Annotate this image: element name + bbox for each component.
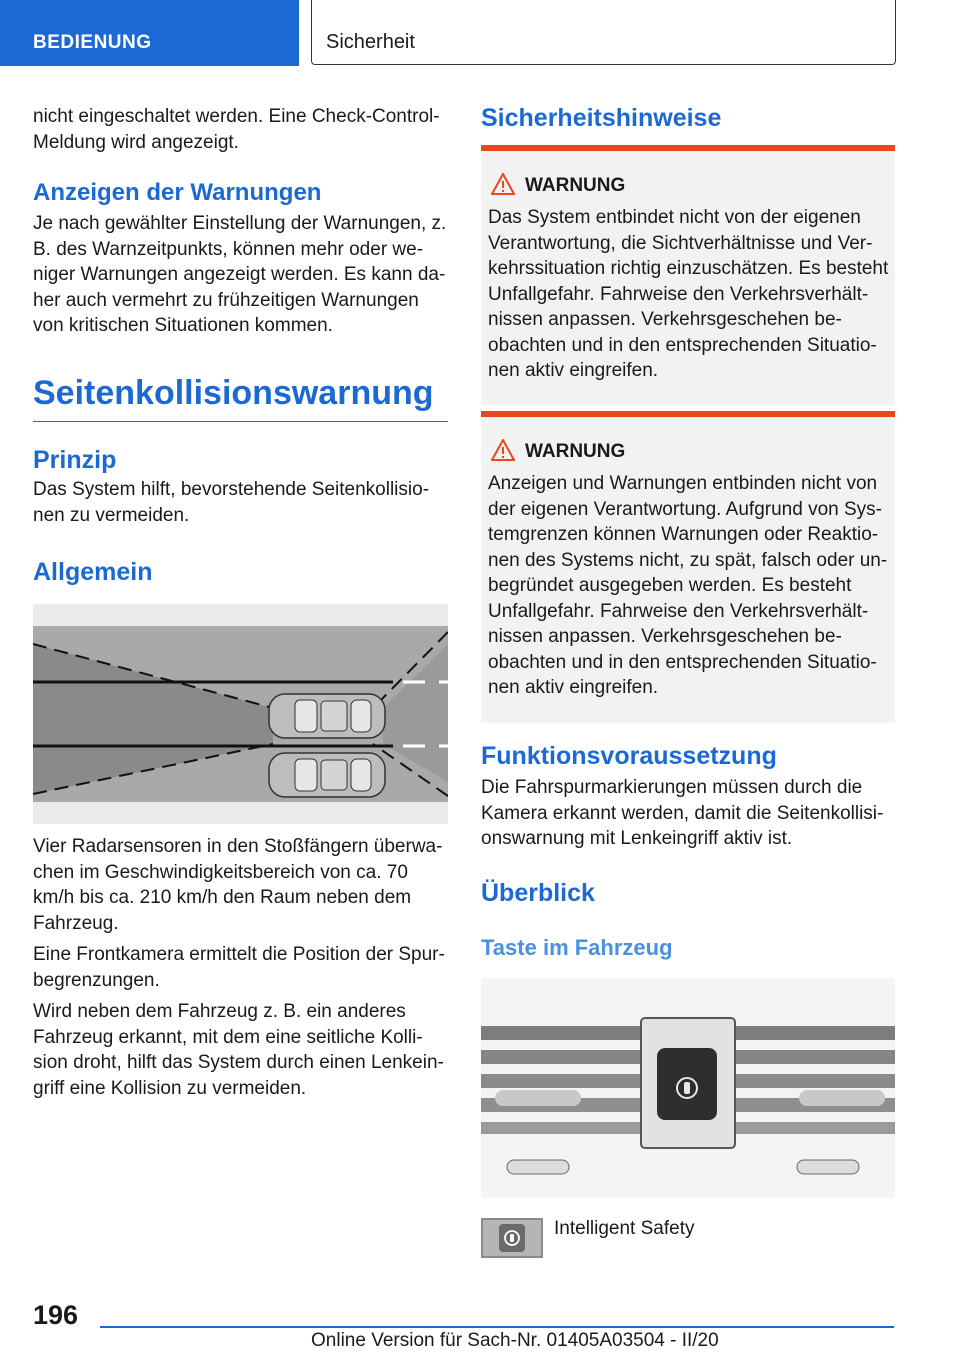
funktion-text: Die Fahrspurmarkierungen müssen durch die Kamera erkannt werden, damit die Seitenkollisi-onswarnung mit Lenkeingriff aktiv ist. <box>481 777 884 849</box>
prinzip-section <box>33 446 449 528</box>
left-column <box>33 104 449 155</box>
vehicle-button-photo <box>481 978 895 1198</box>
fahrzeug-text: Wird neben dem Fahrzeug z. B. ein anderes Fahrzeug erkannt, mit dem eine seitliche Kolli-sion droht, hilft das System durch einen Lenkein-griff eine Kollision zu vermeiden. <box>33 1001 444 1099</box>
warning-title: WARNUNG <box>525 175 626 196</box>
warning-text: Anzeigen und Warnungen entbinden nicht von der eigenen Verantwortung. Aufgrund von Sys-temgrenzen können Warnungen oder Reaktio-nen des Systems nicht, zu spät, falsch oder un-begründet ausgegeben werden. Es besteht Unfallgefahr. Fahrweise den Verkehrsverhält-nissen anpassen. Verkehrsgeschehen be-obachten und in den entsprechenden Situatio-nen aktiv eingreifen. <box>488 473 888 698</box>
button-label-block <box>554 1216 694 1242</box>
page-number: 196 <box>33 1300 79 1330</box>
chapter-label: Sicherheit <box>326 31 415 53</box>
heading-allgemein: Allgemein <box>33 558 153 586</box>
button-label: Intelligent Safety <box>554 1218 695 1239</box>
title-rule <box>33 421 448 422</box>
warnings-section <box>33 179 449 339</box>
allgemein-section <box>33 558 449 587</box>
heading-anzeigen: Anzeigen der Warnungen <box>33 179 322 206</box>
heading-ueberblick: Überblick <box>481 879 595 907</box>
heading-prinzip: Prinzip <box>33 446 117 474</box>
section-tab <box>0 0 299 66</box>
kamera-text: Eine Frontkamera ermittelt die Position der Spur-begrenzungen. <box>33 944 445 991</box>
footer-online-version: Online Version für Sach-Nr. 01405A03504 - II/20 <box>311 1330 719 1351</box>
warnings-text: Je nach gewählter Einstellung der Warnungen, z. B. des Warnzeitpunkts, können mehr oder we-niger Warnungen angezeigt werden. Es kann da-her auch vermehrt zu frühzeitigen Warnungen von kritischen Situationen kommen. <box>33 213 447 336</box>
intelligent-safety-icon <box>481 1218 543 1258</box>
hinweise-section <box>481 104 895 133</box>
radar-section <box>33 834 449 1101</box>
section-label: BEDIENUNG <box>33 32 152 53</box>
warning-text: Das System entbindet nicht von der eigenen Verantwortung, die Sichtverhältnisse und Ver-kehrssituation richtig einzuschätzen. Es besteht Unfallgefahr. Fahrweise den Verkehrsverhält-nissen anpassen. Verkehrsgeschehen be-obachten und in den entsprechenden Situatio-nen aktiv eingreifen. <box>488 207 889 381</box>
page-title-block <box>33 374 449 413</box>
car-icon <box>269 694 385 738</box>
heading-sicherheitshinweise: Sicherheitshinweise <box>481 104 722 132</box>
heading-funktionsvoraussetzung: Funktionsvoraussetzung <box>481 742 777 770</box>
warning-triangle-icon <box>491 173 515 195</box>
warning-triangle-icon <box>491 439 515 461</box>
footer-rule <box>100 1326 894 1328</box>
intro-text: nicht eingeschaltet werden. Eine Check-Control-Meldung wird angezeigt. <box>33 106 440 153</box>
funktion-section <box>481 742 895 852</box>
page-title: Seitenkollisionswarnung <box>33 374 434 412</box>
radar-text: Vier Radarsensoren in den Stoßfängern überwa-chen im Geschwindigkeitsbereich von ca. 70 km/h bis ca. 210 km/h den Raum neben dem Fahrzeug. <box>33 836 443 934</box>
prinzip-text: Das System hilft, bevorstehende Seitenkollisio-nen zu vermeiden. <box>33 479 430 526</box>
warning-box <box>481 145 895 405</box>
ueberblick-section <box>481 879 895 908</box>
chapter-tab <box>311 0 896 65</box>
car-icon <box>269 753 385 797</box>
taste-section <box>481 935 895 961</box>
warning-box <box>481 411 895 723</box>
heading-taste: Taste im Fahrzeug <box>481 935 673 960</box>
warning-title: WARNUNG <box>525 441 626 462</box>
collision-warning-illustration <box>33 604 448 824</box>
